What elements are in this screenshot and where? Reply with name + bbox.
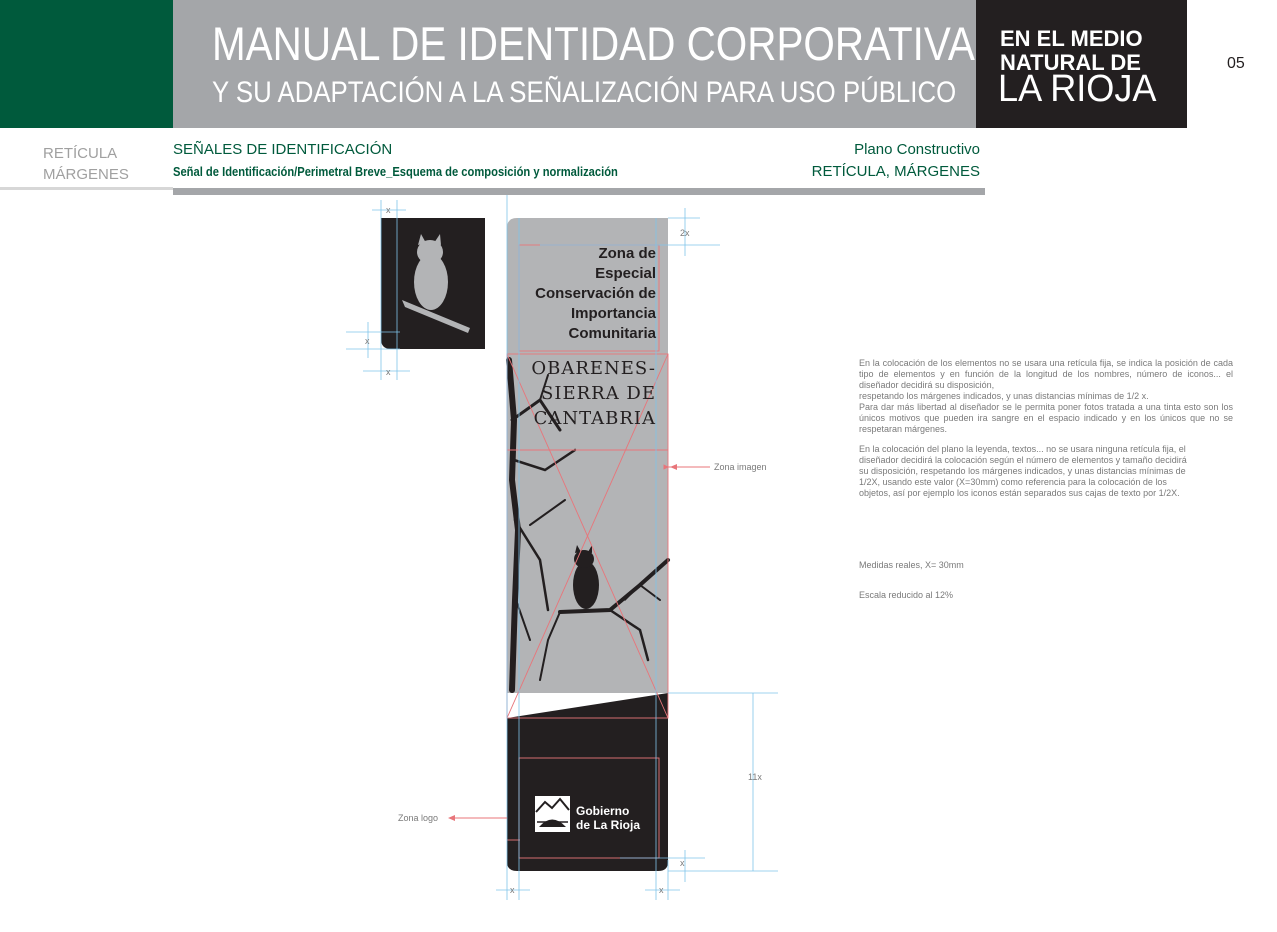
scale-note: Escala reducido al 12% xyxy=(859,590,954,600)
plan-label: Plano Constructivo xyxy=(854,141,980,158)
eleven-x-label: 11x xyxy=(748,772,762,782)
logo-line-2: de La Rioja xyxy=(576,818,641,832)
place-line-1: OBARENES- xyxy=(531,358,656,379)
zona-logo-label: Zona logo xyxy=(398,813,439,823)
x-label-bottom-right: x xyxy=(659,885,664,895)
zone-line-3: Conservación de xyxy=(535,285,656,302)
brand-line-2: NATURAL DE xyxy=(1000,50,1141,75)
place-line-3: CANTABRIA xyxy=(533,408,656,429)
zona-imagen-label: Zona imagen xyxy=(714,462,767,472)
place-name xyxy=(520,356,656,431)
logo-line-1: Gobierno xyxy=(576,804,630,818)
x-label-top: x xyxy=(386,205,391,215)
plan-sublabel: RETÍCULA, MÁRGENES xyxy=(811,163,980,180)
zone-designation xyxy=(515,244,656,344)
note-paragraph-1: En la colocación de los elementos no se usara una retícula fija, se indica la posición de cada tipo de elementos y en función de la longitud de los nombres, número de iconos... el diseñador decidirá su disposición, respetando los márgenes indicados, y unas distancias mínimas de 1/2 x. Para dar más libertad al diseñador se le permita poner fotos tratada a una tinta esto son los únicos motivos que pueden ira sangre en el espacio indicado y en los únicos que no se respetaran márgenes. xyxy=(859,358,1233,434)
zone-line-2: Especial xyxy=(595,265,656,282)
zone-line-4: Importancia xyxy=(570,305,656,322)
x-label-left: x xyxy=(365,336,370,346)
zone-line-1: Zona de xyxy=(598,245,656,262)
gobierno-logo-icon xyxy=(535,796,570,832)
two-x-label: 2x xyxy=(680,228,690,238)
x-label-bottom: x xyxy=(386,367,391,377)
page-number: 05 xyxy=(1227,55,1245,72)
zone-line-5: Comunitaria xyxy=(568,325,656,342)
manual-title: MANUAL DE IDENTIDAD CORPORATIVA xyxy=(212,17,975,70)
icon-sign xyxy=(346,200,485,380)
x-label-right: x xyxy=(680,858,685,868)
section-title: SEÑALES DE IDENTIFICACIÓN xyxy=(173,141,393,158)
side-label-reticula: RETÍCULA xyxy=(43,145,118,162)
note-paragraph-2: En la colocación del plano la leyenda, textos... no se usara ninguna retícula fija, el diseñador decidirá la colocación según el número de elementos y tamaño decidirá su disposición, respetando los márgenes indicados, y unas distancias mínimas de 1/2X, usando este valor (X=30mm) como referencia para la colocación de los objetos, así por ejemplo los iconos están separados sus cajas de texto por 1/2X. xyxy=(859,444,1187,498)
x-label-bottom-left: x xyxy=(510,885,515,895)
brand-line-3: LA RIOJA xyxy=(998,68,1157,110)
side-label-margenes: MÁRGENES xyxy=(43,166,129,183)
measures-note: Medidas reales, X= 30mm xyxy=(859,560,964,570)
gobierno-logo-text xyxy=(576,804,640,832)
brand-line-1: EN EL MEDIO xyxy=(1000,26,1143,51)
manual-subtitle: Y SU ADAPTACIÓN A LA SEÑALIZACIÓN PARA USO PÚBLICO xyxy=(212,76,957,109)
place-line-2: SIERRA DE xyxy=(541,383,656,404)
section-subtitle: Señal de Identificación/Perimetral Breve_Esquema de composición y normalización xyxy=(173,164,618,179)
